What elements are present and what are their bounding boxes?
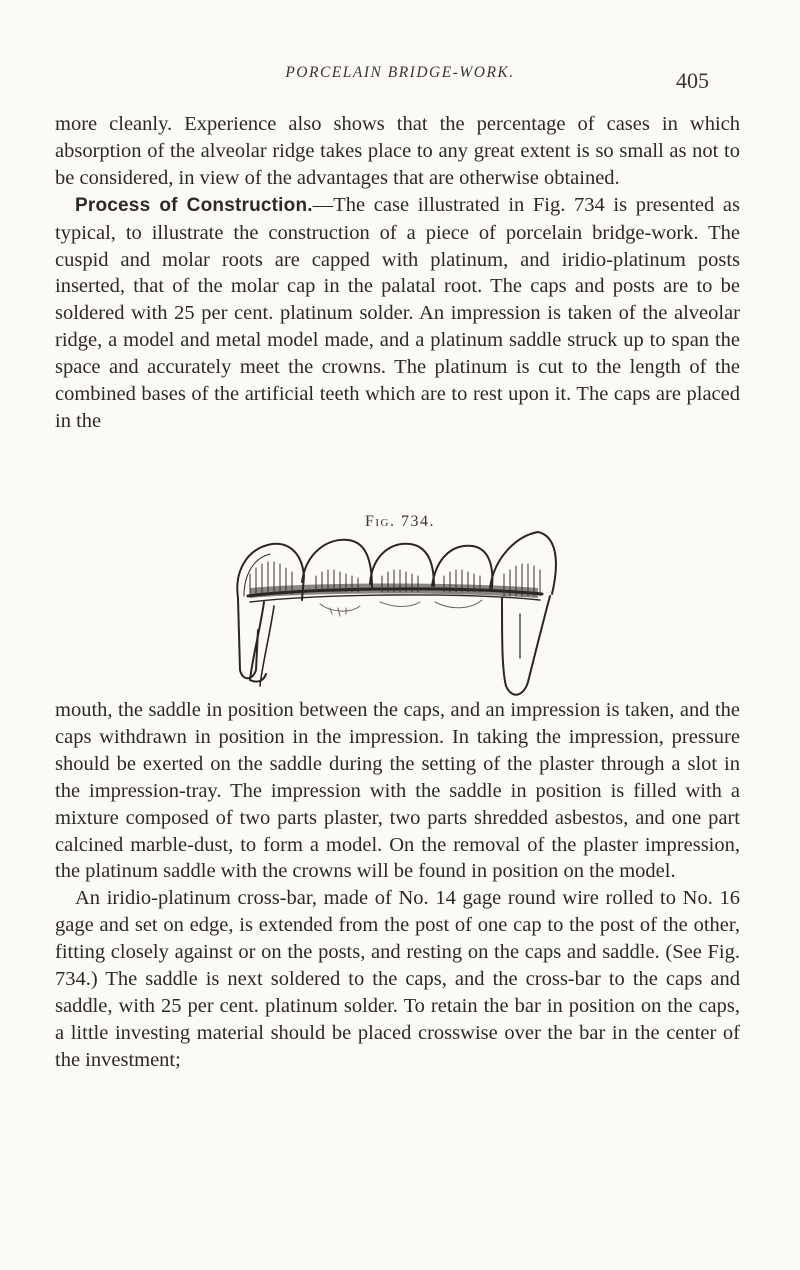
running-title: PORCELAIN BRIDGE-WORK. bbox=[285, 64, 515, 81]
paragraph-cross-bar: An iridio-platinum cross-bar, made of No. 14 gage round wire rolled to No. 16 gage and set on edge, is extended from the post of one cap to the post of the other, fitting closely against or on the posts, and resting on the caps and saddle. (See Fig. 734.) The saddle is next soldered to the caps, and the cross-bar to the caps and saddle, with 25 per cent. platinum solder. To retain the bar in position on the caps, a little investing material should be placed crosswise over the bar in the center of the investment; bbox=[55, 887, 740, 1071]
paragraph-process bbox=[55, 192, 740, 435]
molar-crown bbox=[490, 532, 556, 594]
paragraph-process-body: —The case illustrated in Fig. 734 is presented as typical, to illustrate the construction of a piece of porcelain bridge-work. The cuspid and molar roots are capped with platinum, and iridio-platinum posts inserted, that of the molar cap in the palatal root. The caps and posts are to be soldered with 25 per cent. platinum solder. An impression is taken of the alveolar ridge, a model and metal model made, and a platinum saddle struck up to span the space and accurately meet the crowns. The platinum is cut to the length of the combined bases of the artificial teeth which are to rest upon it. The caps are placed in the bbox=[55, 193, 740, 432]
page-header bbox=[0, 62, 800, 92]
page-number: 405 bbox=[676, 68, 709, 93]
bridge-work-illustration bbox=[220, 530, 565, 700]
paragraph-impression: mouth, the saddle in position between the caps, and an impression is taken, and the caps withdrawn in position in the impression. In taking the impression, pressure should be exerted on the saddle during the setting of the plaster through a slot in the impression-tray. The impression with the saddle in position is filled with a mixture composed of two parts plaster, two parts shredded asbestos, and one part calcined marble-dust, to form a model. On the removal of the plaster impression, the platinum saddle with the crowns will be found in position on the model. bbox=[55, 699, 740, 883]
paragraph-continued: more cleanly. Experience also shows that the percentage of cases in which absorption of the alveolar ridge takes place to any great extent is so small as not to be considered, in view of the advantages that are otherwise obtained. bbox=[55, 113, 740, 189]
tooth-crown bbox=[302, 540, 372, 588]
cuspid-root bbox=[238, 598, 258, 678]
molar-palatal-root bbox=[502, 596, 550, 695]
tooth-crown bbox=[370, 544, 434, 586]
text-block-top bbox=[55, 111, 740, 435]
section-heading: Process of Construction. bbox=[75, 194, 313, 216]
text-block-bottom bbox=[55, 697, 740, 1074]
figure-caption: Fig. 734. bbox=[364, 513, 435, 530]
